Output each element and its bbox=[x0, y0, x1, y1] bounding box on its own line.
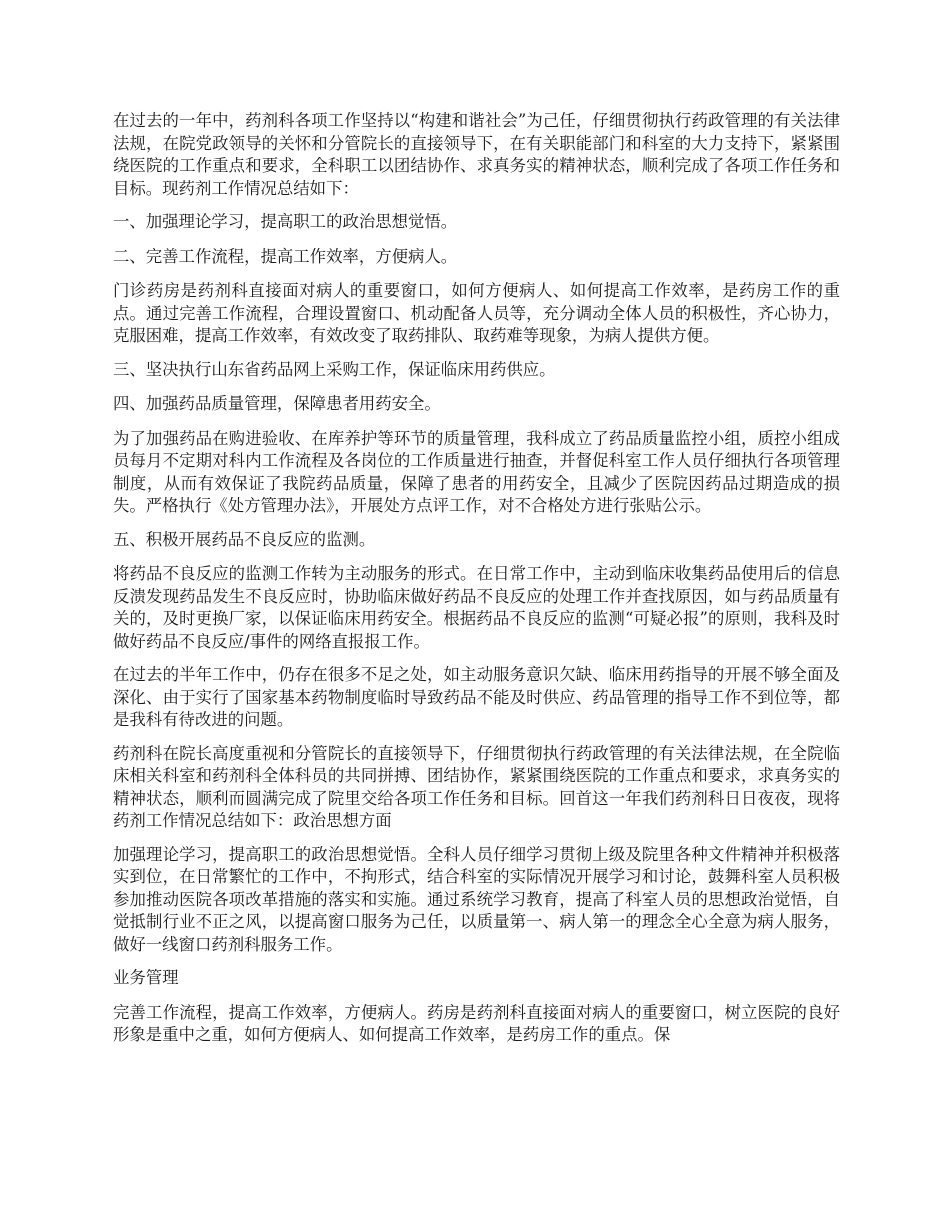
paragraph-review: 药剂科在院长高度重视和分管院长的直接领导下，仔细贯彻执行药政管理的有关法律法规，在全院临床相关科室和药剂科全体科员的共同拼搏、团结协作，紧紧围绕医院的工作重点和要求，求真务实的精神状态，顺利而圆满完成了院里交给各项工作任务和目标。回首这一年我们药剂科日日夜夜，现将药剂工作情况总结如下：政治思想方面 bbox=[113, 743, 840, 830]
paragraph-political-study: 加强理论学习，提高职工的政治思想觉悟。全科人员仔细学习贯彻上级及院里各种文件精神并积极落实到位，在日常繁忙的工作中，不拘形式，结合科室的实际情况开展学习和讨论，鼓舞科室人员积极参加推动医院各项改革措施的落实和实施。通过系统学习教育，提高了科室人员的思想政治觉悟，自觉抵制行业不正之风，以提高窗口服务为己任，以质量第一、病人第一的理念全心全意为病人服务，做好一线窗口药剂科服务工作。 bbox=[113, 844, 840, 954]
paragraph-pharmacy-window: 门诊药房是药剂科直接面对病人的重要窗口，如何方便病人、如何提高工作效率，是药房工作的重点。通过完善工作流程，合理设置窗口、机动配备人员等，充分调动全体人员的积极性，齐心协力，克服困难，提高工作效率，有效改变了取药排队、取药难等现象，为病人提供方便。 bbox=[113, 281, 840, 345]
section-heading-5: 五、积极开展药品不良反应的监测。 bbox=[113, 529, 376, 549]
section-heading-1: 一、加强理论学习，提高职工的政治思想觉悟。 bbox=[113, 212, 458, 231]
section-heading-4: 四、加强药品质量管理，保障患者用药安全。 bbox=[113, 394, 441, 413]
paragraph-shortcomings: 在过去的半年工作中，仍存在很多不足之处，如主动服务意识欠缺、临床用药指导的开展不够全面及深化、由于实行了国家基本药物制度临时导致药品不能及时供应、药品管理的指导工作不到位等，都是我科有待改进的问题。 bbox=[113, 665, 840, 729]
paragraph-workflow: 完善工作流程，提高工作效率，方便病人。药房是药剂科直接面对病人的重要窗口，树立医院的良好形象是重中之重，如何方便病人、如何提高工作效率，是药房工作的重点。保 bbox=[113, 1002, 840, 1044]
paragraph-quality-control: 为了加强药品在购进验收、在库养护等环节的质量管理，我科成立了药品质量监控小组，质控小组成员每月不定期对科内工作流程及各岗位的工作质量进行抽查，并督促科室工作人员仔细执行各项管理制度，从而有效保证了我院药品质量，保障了患者的用药安全，且减少了医院因药品过期造成的损失。严格执行《处方管理办法》，开展处方点评工作，对不合格处方进行张贴公示。 bbox=[113, 428, 840, 515]
paragraph-adverse-reaction: 将药品不良反应的监测工作转为主动服务的形式。在日常工作中，主动到临床收集药品使用后的信息反溃发现药品发生不良反应时，协助临床做好药品不良反应的处理工作并查找原因，如与药品质量有关的，及时更换厂家，以保证临床用药安全。根据药品不良反应的监测“可疑必报”的原则，我科及时做好药品不良反应/事件的网络直报报工作。 bbox=[113, 564, 840, 651]
intro-paragraph: 在过去的一年中，药剂科各项工作坚持以“构建和谐社会”为己任，仔细贯彻执行药政管理的有关法律法规，在院党政领导的关怀和分管院长的直接领导下，在有关职能部门和科室的大力支持下，紧紧围绕医院的工作重点和要求，全科职工以团结协作、求真务实的精神状态，顺利完成了各项工作任务和目标。现药剂工作情况总结如下： bbox=[113, 111, 840, 198]
section-heading-2: 二、完善工作流程，提高工作效率，方便病人。 bbox=[113, 246, 458, 266]
section-heading-business: 业务管理 bbox=[113, 968, 179, 987]
document-body bbox=[113, 110, 840, 1058]
section-heading-3: 三、坚决执行山东省药品网上采购工作，保证临床用药供应。 bbox=[113, 359, 556, 379]
